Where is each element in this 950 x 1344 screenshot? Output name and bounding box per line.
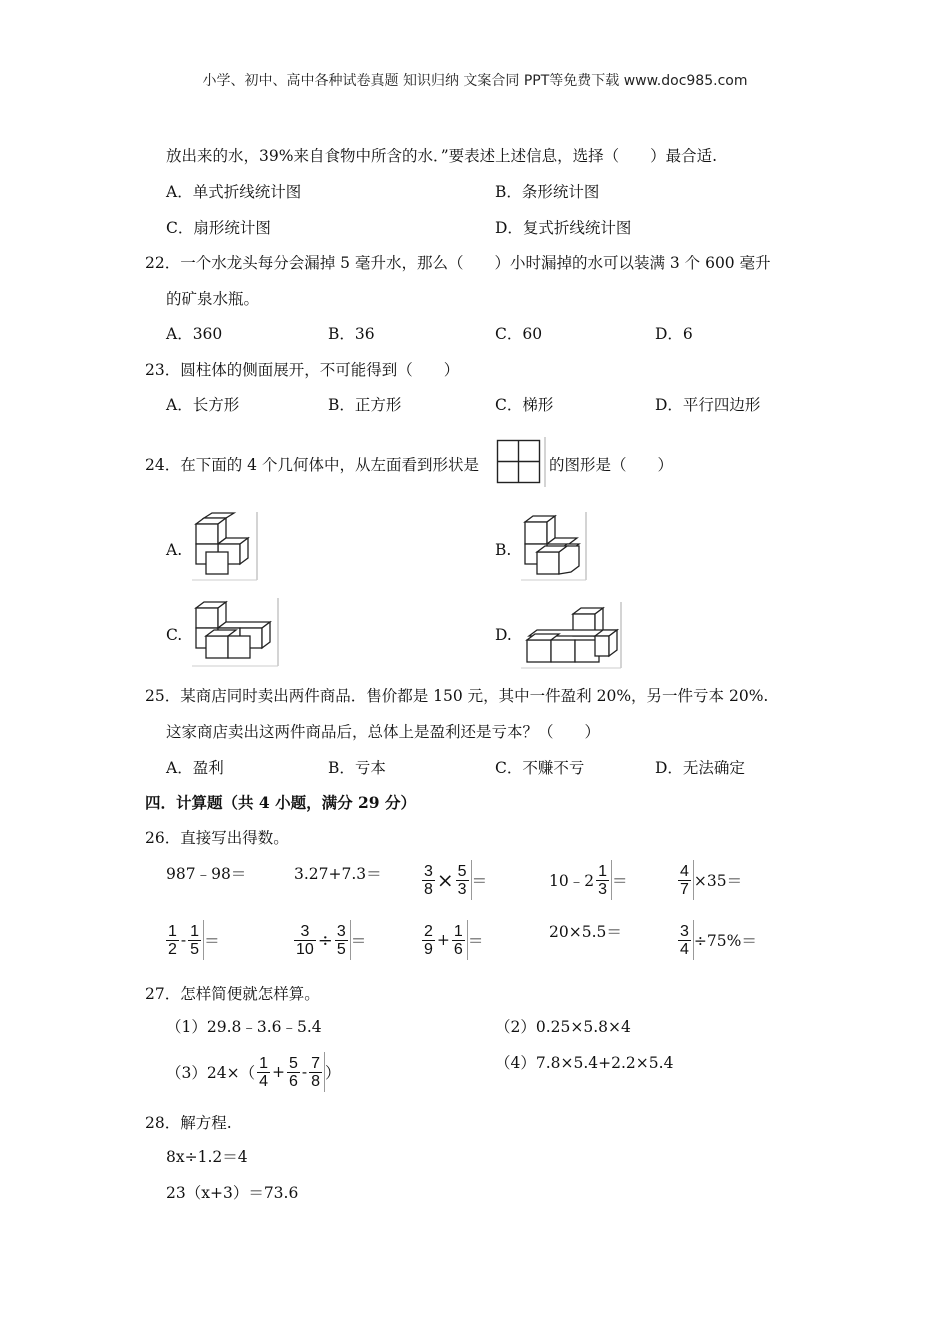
q28-title: 28．解方程. [145,1114,232,1132]
q23-option-b: B．正方形 [328,396,402,414]
q26-expr-4: 10﹣2 1 3 ＝ [549,860,628,900]
q24-stem-post: 的图形是（ ） [549,456,674,474]
cube-figure-a [190,510,260,582]
q25-option-b: B．亏本 [328,759,386,777]
q26-expr-1: 987﹣98＝ [166,865,247,883]
q21-option-c: C．扇形统计图 [166,219,271,237]
q22-stem-line2: 的矿泉水瓶。 [166,290,260,308]
q27-part-1: （1）29.8﹣3.6﹣5.4 [166,1018,322,1036]
q22-option-a: A．360 [166,325,223,343]
q24-option-c-label: C. [166,626,183,644]
q23-option-c: C．梯形 [495,396,554,414]
q25-stem-line1: 25．某商店同时卖出两件商品．售价都是 150 元，其中一件盈利 20%，另一件亏本 20%. [145,687,769,705]
q27-part-2: （2）0.25×5.8×4 [495,1018,631,1036]
q26-expr-5: 4 7 ×35＝ [676,860,742,900]
q24-stem-pre: 24．在下面的 4 个几何体中，从左面看到形状是 [145,456,479,474]
q26-expr-7: 3 10 ÷ 3 5 ＝ [292,920,366,960]
q23-stem: 23．圆柱体的侧面展开，不可能得到（ ） [145,361,460,379]
q26-expr-3: 3 8 × 5 3 ＝ [420,860,487,900]
q24-option-a-label: A. [166,541,183,559]
left-view-square-figure [496,437,548,487]
q25-option-a: A．盈利 [166,759,224,777]
q28-equation-1: 8x÷1.2＝4 [166,1148,248,1166]
q26-expr-2: 3.27+7.3＝ [294,865,382,883]
q26-expr-9: 20×5.5＝ [549,923,622,941]
q27-part-4: （4）7.8×5.4+2.2×5.4 [495,1054,674,1072]
q24-option-d-label: D. [495,626,512,644]
cube-figure-b [519,510,589,582]
section-heading: 四．计算题（共 4 小题，满分 29 分） [145,793,416,812]
q27-title: 27．怎样简便就怎样算。 [145,985,320,1003]
cube-figure-c [190,596,282,668]
q23-option-a: A．长方形 [166,396,240,414]
cube-figure-d [519,600,625,670]
q25-stem-line2: 这家商店卖出这两件商品后，总体上是盈利还是亏本？（ ） [166,723,601,741]
page-header: 小学、初中、高中各种试卷真题 知识归纳 文案合同 PPT等免费下载 www.doc985.com [202,73,748,89]
q27-part-3: （3）24×（ 1 4 + 5 6 - 7 8 ） [166,1052,341,1092]
q26-title: 26．直接写出得数。 [145,829,289,847]
q21-continuation: 放出来的水，39%来自食物中所含的水．”要表述上述信息，选择（ ）最合适. [166,147,718,165]
q24-option-b-label: B. [495,541,512,559]
q22-option-b: B．36 [328,325,375,343]
q22-stem-line1: 22．一个水龙头每分会漏掉 5 毫升水，那么（ ）小时漏掉的水可以装满 3 个 600 毫升 [145,254,771,272]
q26-expr-6: 1 2 - 1 5 ＝ [164,920,220,960]
q26-expr-8: 2 9 + 1 6 ＝ [420,920,483,960]
q26-expr-10: 3 4 ÷75%＝ [676,920,757,960]
q25-option-c: C．不赚不亏 [495,759,585,777]
q21-option-b: B．条形统计图 [495,183,600,201]
q28-equation-2: 23（x+3）＝73.6 [166,1184,299,1202]
q21-option-d: D．复式折线统计图 [495,219,632,237]
q22-option-d: D．6 [655,325,693,343]
q23-option-d: D．平行四边形 [655,396,761,414]
q22-option-c: C．60 [495,325,543,343]
q25-option-d: D．无法确定 [655,759,745,777]
q21-option-a: A．单式折线统计图 [166,183,302,201]
